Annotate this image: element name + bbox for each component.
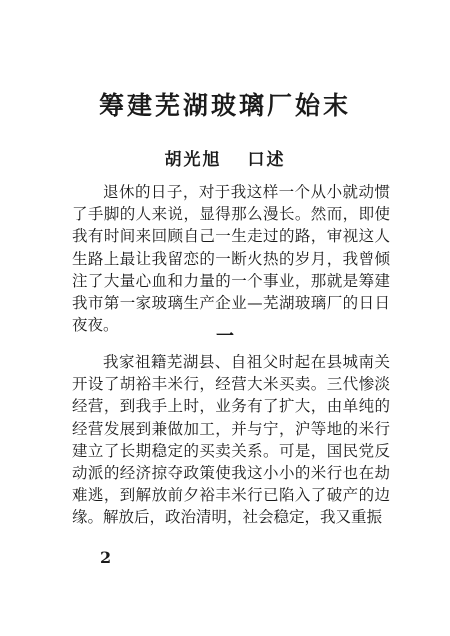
paragraph-section-one: 我家祖籍芜湖县、自祖父时起在县城南关开设了胡裕丰米行，经营大米买卖。三代惨淡经营，到我手上时，业务有了扩大，由单纯的经营发展到兼做加工，并与宁，沪等地的米行建立了长期稳定的买卖关系。可是，国民党反动派的经济掠夺政策使我这小小的米行也在劫难逃，到解放前夕裕丰米行已陷入了破产的边缘。解放后，政治清明，社会稳定，我又重振 xyxy=(72,353,390,527)
page-number: 2 xyxy=(100,548,112,567)
section-number: 一 xyxy=(216,326,234,347)
author-line xyxy=(0,145,450,170)
paragraph-intro: 退休的日子，对于我这样一个从小就动惯了手脚的人来说，显得那么漫长。然而，即使我有时间来回顾自己一生走过的路，审视这人生路上最让我留恋的一断火热的岁月，我曾倾注了大量心血和力量的一个事业，那就是筹建我市第一家玻璃生产企业—芜湖玻璃厂的日日夜夜。 xyxy=(72,183,390,335)
article-title: 筹建芜湖玻璃厂始末 xyxy=(98,91,351,120)
author-role: 口述 xyxy=(247,150,286,170)
author-name: 胡光旭 xyxy=(164,150,222,170)
